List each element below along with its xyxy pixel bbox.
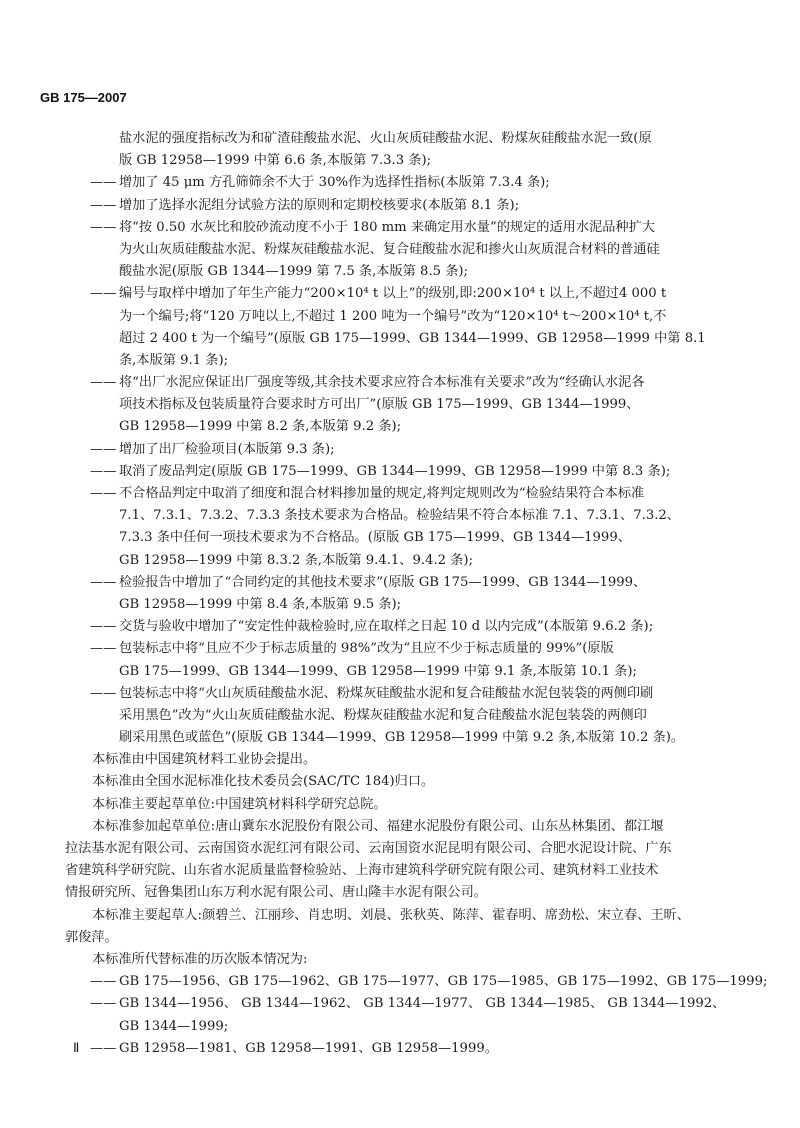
- em-dash-bullet: ——: [90, 197, 117, 213]
- text-line: [65, 306, 765, 328]
- line-text: GB 12958—1999 中第 8.3.2 条,本版第 9.4.1、9.4.2 条);: [119, 552, 474, 568]
- em-dash-bullet: ——: [90, 286, 117, 302]
- line-text: 本标准主要起草单位:中国建筑材料科学研究总院。: [92, 796, 387, 812]
- list-item-line: [65, 461, 765, 483]
- line-text: 将“出厂水泥应保证出厂强度等级,其余技术要求应符合本标准有关要求”改为“经确认水泥各: [119, 375, 645, 391]
- text-line: [65, 394, 765, 416]
- line-text: 取消了废品判定(原版 GB 175—1999、GB 1344—1999、GB 12958—1999 中第 8.3 条);: [119, 463, 671, 479]
- text-line: [65, 1016, 765, 1038]
- line-text: 本标准由全国水泥标准化技术委员会(SAC/TC 184)归口。: [92, 774, 435, 790]
- list-item-line: [65, 172, 765, 194]
- em-dash-bullet: ——: [90, 375, 117, 391]
- list-item-line: [65, 638, 765, 660]
- line-text: 编号与取样中增加了年生产能力“200×10⁴ t 以上”的级别,即:200×10⁴ t 以上,不超过4 000 t: [119, 286, 667, 302]
- text-line: [65, 838, 765, 860]
- text-line: [65, 749, 765, 771]
- list-item-line: [65, 372, 765, 394]
- line-text: 项技术指标及包装质量符合要求时方可出厂”(原版 GB 175—1999、GB 1344—1999、: [119, 397, 640, 413]
- document-body: [65, 128, 768, 1060]
- em-dash-bullet: ——: [90, 574, 117, 590]
- line-text: GB 12958—1981、GB 12958—1991、GB 12958—1999。: [119, 1040, 498, 1056]
- line-text: 为火山灰质硅酸盐水泥、粉煤灰硅酸盐水泥、复合硅酸盐水泥和掺火山灰质混合材料的普通硅: [119, 241, 660, 257]
- text-line: [65, 882, 765, 904]
- text-line: [65, 661, 765, 683]
- text-line: [65, 816, 765, 838]
- text-line: [65, 927, 765, 949]
- line-text: 为一个编号;将“120 万吨以上,不超过 1 200 吨为一个编号”改为“120×10⁴ t～200×10⁴ t,不: [119, 308, 667, 324]
- list-item-line: [65, 572, 765, 594]
- list-item-line: [65, 971, 768, 993]
- list-item-line: [65, 195, 765, 217]
- list-item-line: [65, 616, 765, 638]
- line-text: 本标准所代替标准的历次版本情况为:: [92, 951, 308, 967]
- line-text: 包装标志中将“且应不少于标志质量的 98%”改为“且应不少于标志质量的 99%”(原版: [119, 641, 614, 657]
- em-dash-bullet: ——: [90, 974, 117, 990]
- line-text: 本标准由中国建筑材料工业协会提出。: [92, 752, 317, 768]
- line-text: 7.3.3 条中任何一项技术要求为不合格品。(原版 GB 175—1999、GB 1344—1999、: [119, 530, 631, 546]
- line-text: 增加了选择水泥组分试验方法的原则和定期校核要求(本版第 8.1 条);: [119, 197, 520, 213]
- line-text: 包装标志中将“火山灰质硅酸盐水泥、粉煤灰硅酸盐水泥和复合硅酸盐水泥包装袋的两侧印刷: [119, 685, 654, 701]
- line-text: 情报研究所、冠鲁集团山东万利水泥有限公司、唐山隆丰水泥有限公司。: [65, 885, 487, 901]
- em-dash-bullet: ——: [90, 641, 117, 657]
- list-item-line: [65, 483, 765, 505]
- line-text: 本标准主要起草人:颜碧兰、江丽珍、肖忠明、刘晨、张秋英、陈萍、霍春明、席劲松、宋立春、王昕、: [92, 907, 690, 923]
- line-text: 采用黑色”改为“火山灰质硅酸盐水泥、粉煤灰硅酸盐水泥和复合硅酸盐水泥包装袋的两侧印: [119, 707, 647, 723]
- line-text: 本标准参加起草单位:唐山冀东水泥股份有限公司、福建水泥股份有限公司、山东丛林集团、都江堰: [92, 818, 664, 834]
- text-line: [65, 860, 765, 882]
- line-text: 盐水泥的强度指标改为和矿渣硅酸盐水泥、火山灰质硅酸盐水泥、粉煤灰硅酸盐水泥一致(原: [119, 131, 652, 146]
- line-text: 7.1、7.3.1、7.3.2、7.3.3 条技术要求为合格品。检验结果不符合本标准 7.1、7.3.1、7.3.2、: [119, 508, 680, 524]
- text-line: [65, 727, 765, 749]
- em-dash-bullet: ——: [90, 441, 117, 457]
- line-text: 不合格品判定中取消了细度和混合材料掺加量的规定,将判定规则改为“检验结果符合本标准: [119, 486, 645, 501]
- standard-id-header: GB 175—2007: [40, 90, 127, 105]
- text-line: [65, 416, 765, 438]
- line-text: 将“按 0.50 水灰比和胶砂流动度不小于 180 mm 来确定用水量”的规定的适用水泥品种扩大: [119, 219, 655, 235]
- text-line: [65, 505, 765, 527]
- em-dash-bullet: ——: [90, 1040, 117, 1056]
- line-text: GB 12958—1999 中第 8.2 条,本版第 9.2 条);: [119, 419, 402, 435]
- text-line: [65, 328, 765, 350]
- text-line: [65, 771, 765, 793]
- line-text: GB 1344—1999;: [119, 1018, 229, 1034]
- list-item-line: [65, 283, 765, 305]
- line-text: 超过 2 400 t 为一个编号”(原版 GB 175—1999、GB 1344—1999、GB 12958—1999 中第 8.1: [119, 330, 706, 346]
- page-number: Ⅱ: [73, 1040, 80, 1055]
- text-line: [65, 261, 765, 283]
- text-line: [65, 550, 765, 572]
- em-dash-bullet: ——: [90, 219, 117, 235]
- em-dash-bullet: ——: [90, 619, 117, 635]
- text-line: [65, 905, 765, 927]
- line-text: 郭俊萍。: [65, 929, 118, 945]
- text-line: [65, 239, 765, 261]
- text-line: [65, 794, 765, 816]
- line-text: 增加了出厂检验项目(本版第 9.3 条);: [119, 441, 335, 457]
- line-text: 交货与验收中增加了“安定性仲裁检验时,应在取样之日起 10 d 以内完成”(本版第 9.6.2 条);: [119, 619, 654, 635]
- line-text: 版 GB 12958—1999 中第 6.6 条,本版第 7.3.3 条);: [119, 153, 432, 169]
- line-text: GB 1344—1956、 GB 1344—1962、 GB 1344—1977、 GB 1344—1985、 GB 1344—1992、: [119, 996, 726, 1012]
- line-text: 省建筑科学研究院、山东省水泥质量监督检验站、上海市建筑科学研究院有限公司、建筑材料工业技术: [65, 863, 659, 879]
- list-item-line: [65, 993, 765, 1015]
- em-dash-bullet: ——: [90, 996, 117, 1012]
- line-text: GB 12958—1999 中第 8.4 条,本版第 9.5 条);: [119, 596, 402, 612]
- text-line: [65, 150, 765, 172]
- text-line: [65, 527, 765, 549]
- text-line: [65, 128, 765, 150]
- line-text: 刷采用黑色或蓝色”(原版 GB 1344—1999、GB 12958—1999 中第 9.2 条,本版第 10.2 条)。: [119, 730, 685, 746]
- line-text: 酸盐水泥(原版 GB 1344—1999 第 7.5 条,本版第 8.5 条);: [119, 264, 468, 280]
- list-item-line: [65, 683, 765, 705]
- em-dash-bullet: ——: [90, 685, 117, 701]
- line-text: 条,本版第 9.1 条);: [119, 352, 229, 368]
- text-line: [65, 949, 765, 971]
- em-dash-bullet: ——: [90, 175, 117, 191]
- list-item-line: [65, 217, 765, 239]
- text-line: [65, 594, 765, 616]
- list-item-line: [65, 1038, 765, 1060]
- em-dash-bullet: ——: [90, 486, 117, 501]
- text-line: [65, 350, 765, 372]
- list-item-line: [65, 439, 765, 461]
- line-text: 拉法基水泥有限公司、云南国资水泥红河有限公司、云南国资水泥昆明有限公司、合肥水泥设计院、广东: [65, 841, 672, 856]
- line-text: 检验报告中增加了“合同约定的其他技术要求”(原版 GB 175—1999、GB 1344—1999、: [119, 574, 647, 590]
- text-line: [65, 705, 765, 727]
- line-text: GB 175—1956、GB 175—1962、GB 175—1977、GB 175—1985、GB 175—1992、GB 175—1999;: [119, 974, 768, 990]
- line-text: GB 175—1999、GB 1344—1999、GB 12958—1999 中第 9.1 条,本版第 10.1 条);: [119, 663, 637, 679]
- em-dash-bullet: ——: [90, 463, 117, 479]
- line-text: 增加了 45 μm 方孔筛筛余不大于 30%作为选择性指标(本版第 7.3.4 条);: [119, 175, 550, 191]
